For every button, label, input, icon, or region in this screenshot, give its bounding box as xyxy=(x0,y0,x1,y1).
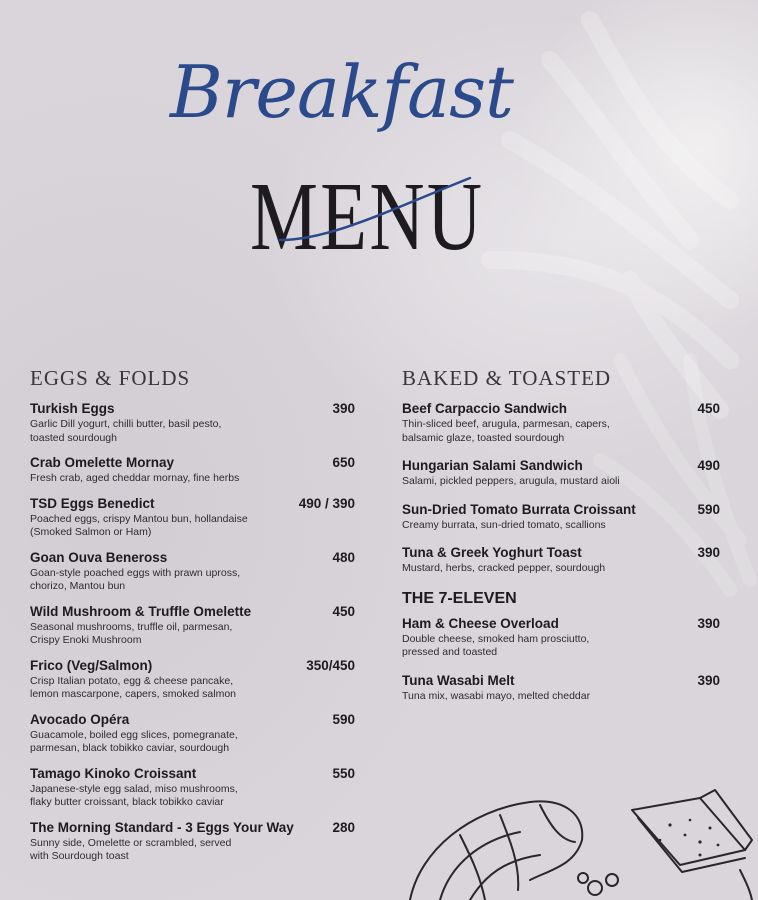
menu-item-price: 390 xyxy=(697,672,720,688)
menu-item-price: 390 xyxy=(697,545,720,560)
menu-item-price: 390 xyxy=(332,401,355,416)
section-title-baked-toasted: BAKED & TOASTED xyxy=(402,366,612,390)
menu-item-name: Crab Omelette Mornay xyxy=(30,455,175,470)
menu-item xyxy=(30,712,355,756)
menu-item-description: Thin-sliced beef, arugula, parmesan, capers, balsamic glaze, toasted sourdough xyxy=(402,418,610,444)
menu-item-description: Double cheese, smoked ham prosciutto, pressed and toasted xyxy=(402,632,590,658)
menu-item xyxy=(402,616,720,660)
menu-item-name: Tuna & Greek Yoghurt Toast xyxy=(402,545,582,560)
menu-item xyxy=(402,673,720,704)
menu-item-name: Hungarian Salami Sandwich xyxy=(402,458,583,473)
menu-item-price: 450 xyxy=(332,603,355,619)
menu-item xyxy=(30,401,355,445)
menu-item-description: Crisp Italian potato, egg & cheese pancake, lemon mascarpone, capers, smoked salmon xyxy=(30,674,237,700)
menu-item-name: Tamago Kinoko Croissant xyxy=(30,765,197,781)
menu-item-price: 590 xyxy=(332,711,355,727)
menu-item-price: 550 xyxy=(332,765,355,781)
menu-item-description: Japanese-style egg salad, miso mushrooms, flaky butter croissant, black tobikko caviar xyxy=(30,782,238,808)
menu-item-price: 350/450 xyxy=(306,657,355,673)
menu-item-price: 480 xyxy=(332,549,355,565)
menu-item-name: Ham & Cheese Overload xyxy=(402,615,559,631)
menu-item-name: Wild Mushroom & Truffle Omelette xyxy=(30,603,252,619)
menu-item xyxy=(402,502,720,533)
menu-item-price: 490 / 390 xyxy=(298,495,355,511)
menu-item-name: Goan Ouva Beneross xyxy=(30,549,168,565)
menu-item-name: Frico (Veg/Salmon) xyxy=(30,657,153,673)
menu-item-price: 650 xyxy=(332,455,355,470)
menu-main-title: MENU xyxy=(250,163,485,271)
menu-item-price: 490 xyxy=(697,458,720,473)
menu-item-description: Creamy burrata, sun-dried tomato, scallions xyxy=(402,518,606,531)
menu-item xyxy=(30,766,355,810)
baked-toasted-section xyxy=(402,362,720,716)
menu-item-name: The Morning Standard - 3 Eggs Your Way xyxy=(30,819,294,835)
menu-item-name: TSD Eggs Benedict xyxy=(30,495,155,511)
menu-item xyxy=(30,550,355,594)
menu-item-name: Tuna Wasabi Melt xyxy=(402,672,515,688)
croissant-sandwich-sketch-icon xyxy=(400,780,758,900)
menu-item-name: Beef Carpaccio Sandwich xyxy=(402,401,568,416)
section-title-seven-eleven: THE 7-ELEVEN xyxy=(402,589,517,607)
menu-item-price: 280 xyxy=(332,819,355,835)
menu-item-description: Fresh crab, aged cheddar mornay, fine herbs xyxy=(30,472,240,484)
menu-item-description: Tuna mix, wasabi mayo, melted cheddar xyxy=(402,689,591,702)
menu-item-price: 390 xyxy=(697,615,720,631)
menu-item-description: Sunny side, Omelette or scrambled, served with Sourdough toast xyxy=(30,836,232,862)
menu-item-name: Avocado Opéra xyxy=(30,711,130,727)
menu-script-title: Breakfast xyxy=(170,50,513,134)
menu-item xyxy=(30,820,355,864)
menu-item-price: 590 xyxy=(697,501,720,517)
menu-item xyxy=(402,401,720,445)
menu-item xyxy=(402,545,720,576)
menu-item xyxy=(30,604,355,648)
menu-item-description: Goan-style poached eggs with prawn upross, chorizo, Mantou bun xyxy=(30,566,241,592)
eggs-folds-section xyxy=(30,362,355,874)
menu-item-description: Seasonal mushrooms, truffle oil, parmesan, Crispy Enoki Mushroom xyxy=(30,620,233,646)
title-flourish-icon xyxy=(270,170,490,250)
menu-item-description: Mustard, herbs, cracked pepper, sourdough xyxy=(402,562,606,574)
menu-item-description: Poached eggs, crispy Mantou bun, hollandaise (Smoked Salmon or Ham) xyxy=(30,512,248,538)
menu-item-price: 450 xyxy=(697,401,720,416)
menu-item-description: Salami, pickled peppers, arugula, mustard aioli xyxy=(402,475,620,487)
menu-item-name: Turkish Eggs xyxy=(30,401,115,416)
menu-item xyxy=(402,458,720,489)
menu-item xyxy=(30,658,355,702)
menu-item xyxy=(30,496,355,540)
section-title-eggs-folds: EGGS & FOLDS xyxy=(30,366,191,390)
menu-item-description: Garlic Dill yogurt, chilli butter, basil pesto, toasted sourdough xyxy=(30,418,222,444)
menu-item-description: Guacamole, boiled egg slices, pomegranate, parmesan, black tobikko caviar, sourdough xyxy=(30,728,238,754)
menu-item-name: Sun-Dried Tomato Burrata Croissant xyxy=(402,501,636,517)
menu-item xyxy=(30,455,355,486)
